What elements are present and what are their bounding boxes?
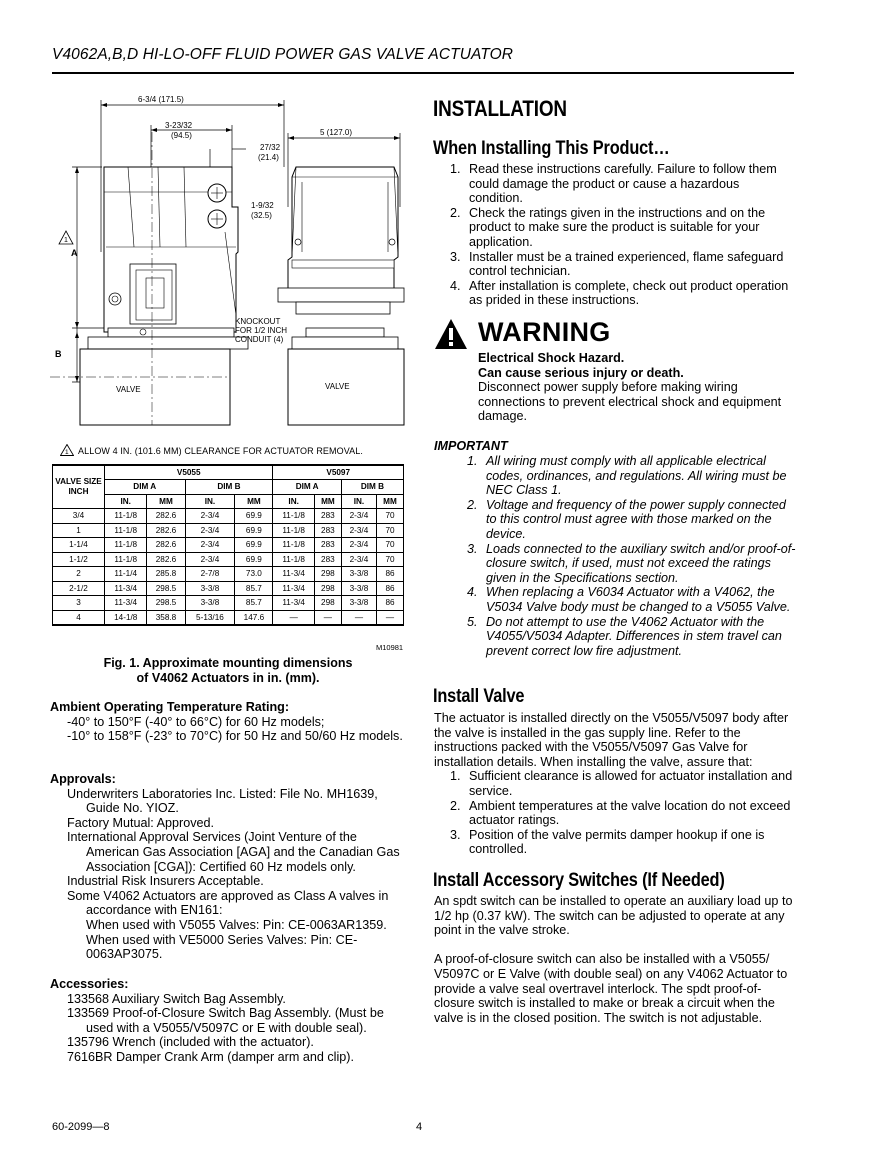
- install-valve-intro: The actuator is installed directly on the V5055/V5097 body after the valve is installed in the gas supply line. Refer to the instructions packed with the V5055/V5097 Gas Valve for installation details. When installing the valve, assure that:: [434, 711, 789, 769]
- warning-hazard: Electrical Shock Hazard.: [478, 351, 625, 365]
- note-triangle-icon: [59, 231, 73, 244]
- when-installing-list: [434, 162, 796, 308]
- warning-instruction: Disconnect power supply before making wiring connections to prevent electrical shock and equipment damage.: [478, 380, 782, 424]
- important-heading: IMPORTANT: [434, 439, 508, 453]
- dim-a-label: A: [71, 248, 78, 258]
- table-cell: 2-3/4: [185, 538, 235, 553]
- unit-header: MM: [147, 494, 185, 509]
- table-cell: —: [376, 610, 403, 625]
- table-cell: 14-1/8: [105, 610, 147, 625]
- unit-header: IN.: [273, 494, 314, 509]
- approval-line: International Approval Services (Joint Venture of the American Gas Association [AGA] and the Canadian Gas Association [CGA]): Certified 60 Hz models only.: [67, 830, 400, 874]
- important-list: [434, 454, 796, 658]
- valve-size-cell: 3/4: [53, 509, 105, 524]
- table-cell: 3-3/8: [185, 596, 235, 611]
- unit-header: MM: [376, 494, 403, 509]
- table-cell: 70: [376, 509, 403, 524]
- valve-size-cell: 2: [53, 567, 105, 582]
- table-cell: 11-1/8: [273, 552, 314, 567]
- valve-size-cell: 2-1/2: [53, 581, 105, 596]
- approvals-heading: Approvals:: [50, 772, 116, 786]
- table-cell: 298: [314, 581, 341, 596]
- table-cell: 282.6: [147, 523, 185, 538]
- list-item: 5. Do not attempt to use the V4062 Actuator with the V4055/V5034 Adapter. Differences in stem travel can prevent correct low fire adjustment.: [467, 614, 782, 658]
- table-cell: 2-3/4: [341, 552, 376, 567]
- allow-clearance-note: ALLOW 4 IN. (101.6 MM) CLEARANCE FOR ACTUATOR REMOVAL.: [78, 446, 363, 456]
- accessories-heading: Accessories:: [50, 977, 129, 991]
- table-cell: 11-3/4: [273, 596, 314, 611]
- install-valve-section: [434, 711, 796, 857]
- list-item: 2. Voltage and frequency of the power supply connected to this control must agree with those marked on the device.: [467, 497, 786, 541]
- table-cell: 11-1/4: [105, 567, 147, 582]
- accessory-line: 7616BR Damper Crank Arm (damper arm and clip).: [67, 1049, 354, 1064]
- table-cell: 283: [314, 552, 341, 567]
- install-switches-section: [434, 894, 796, 1025]
- table-cell: 85.7: [235, 581, 273, 596]
- table-cell: 283: [314, 538, 341, 553]
- table-cell: 70: [376, 538, 403, 553]
- table-cell: 86: [376, 596, 403, 611]
- table-cell: 283: [314, 523, 341, 538]
- ambient-heading: Ambient Operating Temperature Rating:: [50, 700, 290, 714]
- table-cell: 85.7: [235, 596, 273, 611]
- installation-title: INSTALLATION: [433, 96, 567, 121]
- list-item: 4. After installation is complete, check out product operation as prided in these instructions.: [450, 278, 789, 308]
- switches-paragraph: An spdt switch can be installed to operate an auxiliary load up to 1/2 hp (0.37 kW). The switch can be adjusted to operate at any point in the valve stroke.: [434, 894, 793, 938]
- table-row: [53, 523, 404, 538]
- figure-caption: Fig. 1. Approximate mounting dimensions of V4062 Actuators in in. (mm).: [103, 656, 353, 685]
- table-cell: 11-1/8: [105, 509, 147, 524]
- table-cell: 2-7/8: [185, 567, 235, 582]
- unit-header: IN.: [185, 494, 235, 509]
- table-cell: 86: [376, 581, 403, 596]
- unit-header: MM: [314, 494, 341, 509]
- table-cell: 3-3/8: [341, 596, 376, 611]
- switches-paragraph: A proof-of-closure switch can also be installed with a V5055/ V5097C or E Valve (with double seal) on any V4062 Actuator to provide a valve seal overtravel interlock. The spdt proof-of-closure switch is installed to make or break a circuit when the valve is in the closed position. The switch is not adjustable.: [434, 952, 788, 1025]
- subgroup-header: DIM B: [185, 480, 273, 495]
- page-number: 4: [416, 1121, 423, 1133]
- ambient-line: -10° to 158°F (-23° to 70°C) for 50 Hz and 50/60 Hz models.: [67, 729, 403, 744]
- svg-text:1: 1: [64, 237, 68, 244]
- table-cell: 282.6: [147, 552, 185, 567]
- when-installing-heading: When Installing This Product…: [433, 138, 670, 159]
- table-cell: 11-1/8: [273, 538, 314, 553]
- accessory-line: 133568 Auxiliary Switch Bag Assembly.: [67, 991, 286, 1006]
- group-header-v5097: V5097: [273, 465, 404, 480]
- figure-id: M10981: [376, 643, 404, 652]
- table-cell: 3-3/8: [341, 567, 376, 582]
- table-cell: 11-1/8: [273, 523, 314, 538]
- list-item: 3. Loads connected to the auxiliary switch and/or proof-of-closure switch, if used, must not exceed the ratings given in the Specifications section.: [467, 541, 796, 585]
- list-item: 2. Ambient temperatures at the valve location do not exceed actuator ratings.: [450, 798, 791, 828]
- table-cell: 285.8: [147, 567, 185, 582]
- table-cell: 11-3/4: [273, 567, 314, 582]
- subgroup-header: DIM B: [341, 480, 403, 495]
- table-row: [53, 581, 404, 596]
- dim-b-label: B: [55, 349, 62, 359]
- list-item: 4. When replacing a V6034 Actuator with a V4062, the V5034 Valve body must be changed to a V5055 Valve.: [467, 585, 791, 614]
- table-cell: —: [273, 610, 314, 625]
- accessory-line: 133569 Proof-of-Closure Switch Bag Assembly. (Must be used with a V5055/V5097C or E with double seal).: [67, 1006, 384, 1035]
- table-cell: 2-3/4: [185, 509, 235, 524]
- subgroup-header: DIM A: [273, 480, 341, 495]
- valve-size-cell: 1: [53, 523, 105, 538]
- dim-offset-width: 3-23/32 (94.5): [165, 121, 193, 140]
- table-row: [53, 596, 404, 611]
- table-cell: —: [314, 610, 341, 625]
- warning-icon: [434, 318, 468, 350]
- approvals-section: [50, 772, 412, 962]
- knockout-callout: KNOCKOUT FOR 1/2 INCH CONDUIT (4): [235, 317, 288, 344]
- table-cell: 2-3/4: [185, 523, 235, 538]
- table-cell: 3-3/8: [185, 581, 235, 596]
- install-switches-heading: Install Accessory Switches (If Needed): [433, 870, 725, 891]
- table-cell: 69.9: [235, 509, 273, 524]
- table-cell: 2-3/4: [341, 523, 376, 538]
- list-item: 1. All wiring must comply with all applicable electrical codes, ordinances, and regulations. All wiring must be NEC Class 1.: [467, 454, 787, 498]
- list-item: 1. Sufficient clearance is allowed for actuator installation and service.: [450, 769, 793, 798]
- approval-line: Some V4062 Actuators are approved as Class A valves in accordance with EN161:: [67, 888, 389, 918]
- list-item: 1. Read these instructions carefully. Failure to follow them could damage the product or cause a hazardous condition.: [450, 162, 777, 206]
- table-row: [53, 552, 404, 567]
- allow-note-triangle-icon: [60, 444, 74, 456]
- warning-heading: WARNING: [478, 317, 611, 347]
- svg-text:1: 1: [65, 449, 69, 456]
- table-row: [53, 509, 404, 524]
- table-cell: 282.6: [147, 538, 185, 553]
- table-cell: 2-3/4: [341, 538, 376, 553]
- document-header-title: V4062A,B,D HI-LO-OFF FLUID POWER GAS VALVE ACTUATOR: [52, 46, 514, 63]
- table-cell: 11-1/8: [105, 552, 147, 567]
- table-cell: 282.6: [147, 509, 185, 524]
- warning-body: [478, 351, 796, 424]
- accessories-section: [50, 977, 412, 1065]
- table-cell: 2-3/4: [185, 552, 235, 567]
- accessory-line: 135796 Wrench (included with the actuator).: [67, 1035, 314, 1050]
- table-cell: 70: [376, 552, 403, 567]
- table-row: [53, 567, 404, 582]
- ambient-line: -40° to 150°F (-40° to 66°C) for 60 Hz models;: [67, 714, 325, 729]
- unit-header: IN.: [341, 494, 376, 509]
- table-cell: 73.0: [235, 567, 273, 582]
- table-cell: 5-13/16: [185, 610, 235, 625]
- table-cell: 11-1/8: [273, 509, 314, 524]
- dim-conduit-offset: 27/32 (21.4): [258, 143, 281, 162]
- mounting-dimensions-drawing: [50, 92, 412, 437]
- approval-line: Factory Mutual: Approved.: [67, 815, 214, 830]
- table-cell: 11-3/4: [105, 596, 147, 611]
- table-cell: 69.9: [235, 538, 273, 553]
- dim-side-width: 5 (127.0): [320, 128, 353, 137]
- table-cell: 11-3/4: [105, 581, 147, 596]
- table-cell: 298: [314, 596, 341, 611]
- table-cell: 298.5: [147, 581, 185, 596]
- list-item: 3. Installer must be a trained experienced, flame safeguard control technician.: [450, 249, 784, 279]
- subgroup-header: DIM A: [105, 480, 186, 495]
- approval-line: Industrial Risk Insurers Acceptable.: [67, 874, 264, 889]
- table-row: [53, 610, 404, 625]
- doc-number: 60-2099—8: [52, 1121, 110, 1133]
- dim-conduit-spacing: 1-9/32 (32.5): [251, 201, 274, 220]
- dimensions-table: [52, 464, 404, 626]
- unit-header: MM: [235, 494, 273, 509]
- table-cell: 11-1/8: [105, 523, 147, 538]
- table-cell: 358.8: [147, 610, 185, 625]
- side-valve-label: VALVE: [325, 382, 350, 391]
- unit-header: IN.: [105, 494, 147, 509]
- table-cell: 11-1/8: [105, 538, 147, 553]
- valve-size-cell: 1-1/2: [53, 552, 105, 567]
- approval-sub-line: When used with V5055 Valves: Pin: CE-0063AR1359.: [86, 917, 387, 932]
- list-item: 2. Check the ratings given in the instructions and on the product to make sure the product is suitable for your application.: [450, 205, 766, 249]
- valve-size-cell: 4: [53, 610, 105, 625]
- table-cell: 283: [314, 509, 341, 524]
- table-cell: 3-3/8: [341, 581, 376, 596]
- table-cell: 298: [314, 567, 341, 582]
- table-cell: 69.9: [235, 523, 273, 538]
- table-cell: 70: [376, 523, 403, 538]
- table-cell: 11-3/4: [273, 581, 314, 596]
- approval-sub-line: When used with VE5000 Series Valves: Pin: CE-0063AP3075.: [86, 932, 358, 962]
- ambient-rating-section: [50, 700, 412, 744]
- table-row: [53, 538, 404, 553]
- group-header-v5055: V5055: [105, 465, 273, 480]
- table-cell: 147.6: [235, 610, 273, 625]
- table-cell: —: [341, 610, 376, 625]
- table-cell: 298.5: [147, 596, 185, 611]
- dim-overall-width: 6-3/4 (171.5): [138, 95, 184, 104]
- valve-size-cell: 3: [53, 596, 105, 611]
- list-item: 3. Position of the valve permits damper hookup if one is controlled.: [450, 827, 765, 857]
- approval-line: Underwriters Laboratories Inc. Listed: File No. MH1639, Guide No. YIOZ.: [67, 786, 378, 816]
- install-valve-heading: Install Valve: [433, 686, 525, 707]
- front-valve-label: VALVE: [116, 385, 141, 394]
- table-cell: 86: [376, 567, 403, 582]
- warning-consequence: Can cause serious injury or death.: [478, 365, 684, 380]
- valve-size-header: VALVE SIZE INCH: [53, 465, 105, 509]
- header-rule: [52, 72, 794, 74]
- table-cell: 69.9: [235, 552, 273, 567]
- valve-size-cell: 1-1/4: [53, 538, 105, 553]
- table-cell: 2-3/4: [341, 509, 376, 524]
